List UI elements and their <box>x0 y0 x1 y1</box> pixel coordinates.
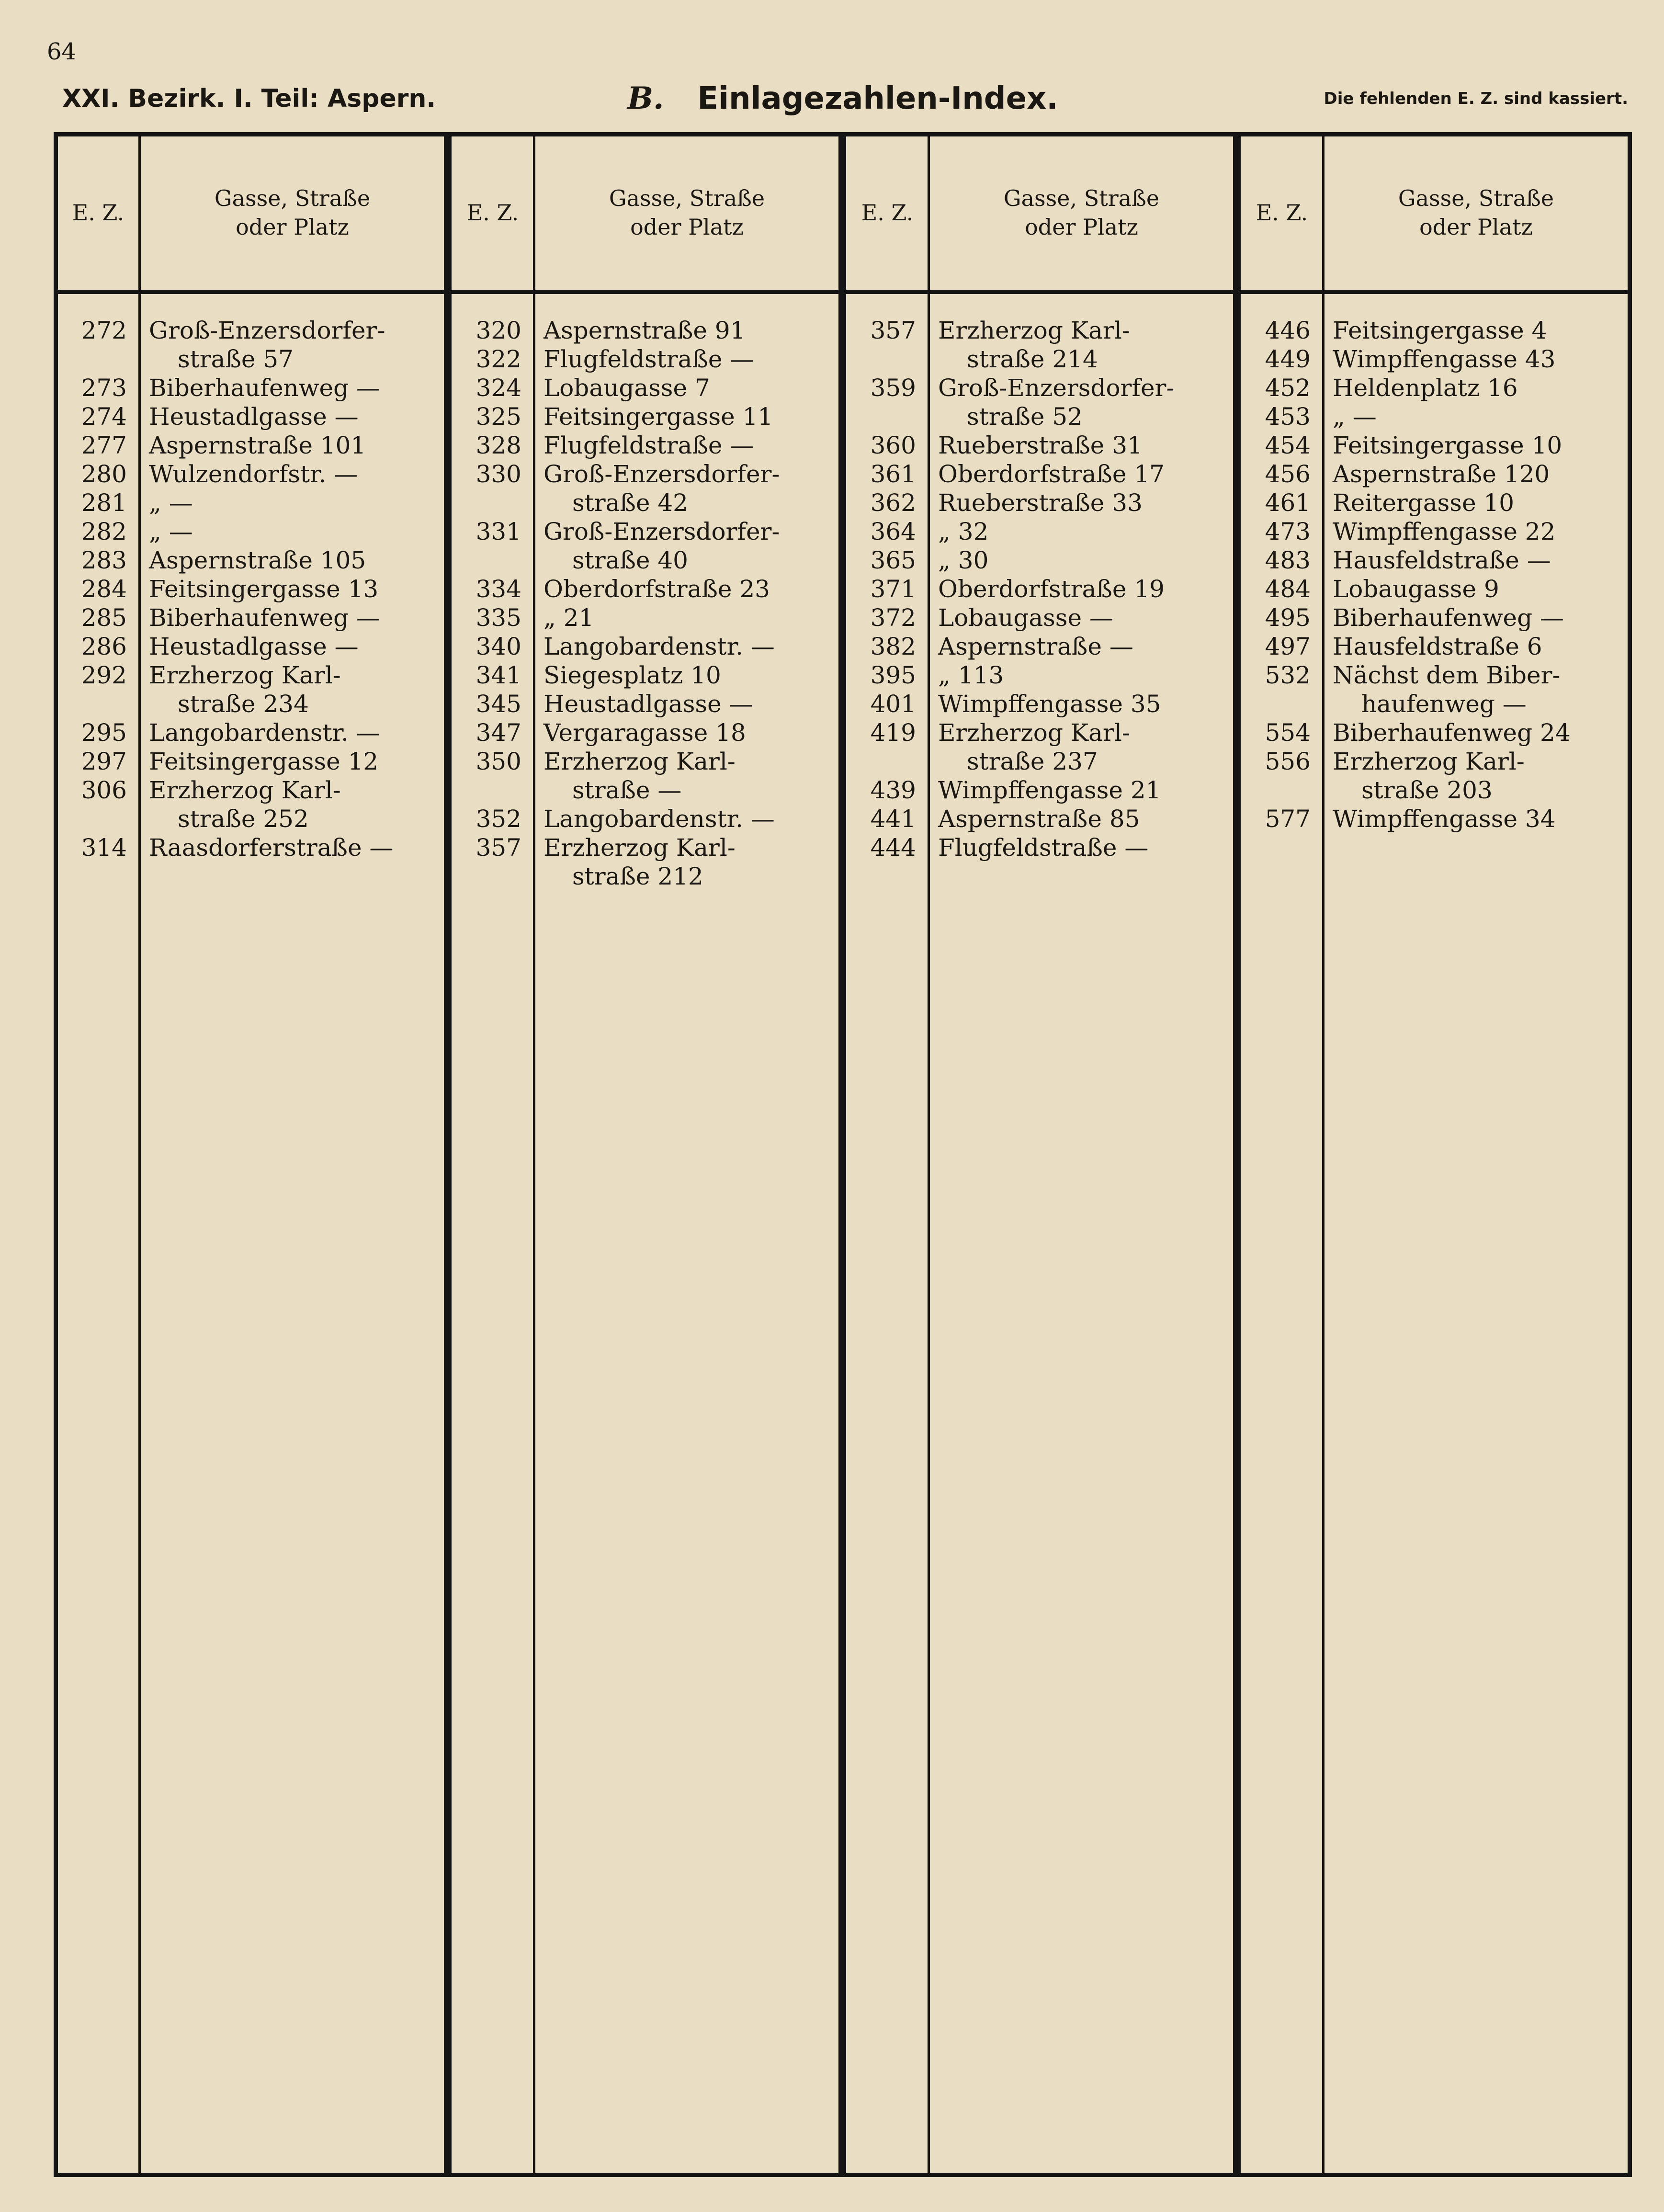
street-name: Lobaugasse 9 <box>1333 575 1499 603</box>
street-name: Heustadlgasse — <box>149 403 359 431</box>
street-name: Biberhaufenweg — <box>149 374 381 402</box>
street-name: Groß-Enzersdorfer- <box>543 460 780 488</box>
ez-number: 297 <box>81 748 127 775</box>
street-name: Biberhaufenweg — <box>1333 604 1564 632</box>
ez-number: 371 <box>870 575 916 603</box>
street-name: „ 113 <box>938 661 1004 689</box>
street-name: Langobardenstr. — <box>149 719 380 747</box>
street-header-line: Gasse, Straße <box>1003 185 1160 212</box>
street-name: Feitsingergasse 4 <box>1333 317 1547 344</box>
street-header-line: oder Platz <box>630 214 744 240</box>
ez-number: 446 <box>1265 317 1311 344</box>
ez-number: 345 <box>475 690 521 718</box>
street-name: Aspernstraße 101 <box>149 431 366 459</box>
ez-number: 556 <box>1265 748 1311 775</box>
ez-column-header: E. Z. <box>861 200 914 226</box>
street-name: Raasdorferstraße — <box>149 834 394 862</box>
street-name: Aspernstraße — <box>938 633 1133 660</box>
street-header-line: oder Platz <box>1419 214 1533 240</box>
ez-number: 372 <box>870 604 916 632</box>
ez-number: 334 <box>475 575 521 603</box>
ez-number: 284 <box>81 575 127 603</box>
street-name: Wimpffengasse 34 <box>1333 805 1556 833</box>
ez-number: 286 <box>81 633 127 660</box>
street-name: straße — <box>572 776 682 804</box>
ez-number: 364 <box>870 518 916 545</box>
ez-number: 444 <box>870 834 916 862</box>
ez-number: 454 <box>1265 431 1311 459</box>
index-title <box>627 80 1058 116</box>
street-name: Feitsingergasse 12 <box>149 748 379 775</box>
ez-number: 449 <box>1265 345 1311 373</box>
ez-number: 350 <box>475 748 521 775</box>
ez-number: 341 <box>475 661 521 689</box>
street-name: Wimpffengasse 35 <box>938 690 1161 718</box>
ez-number: 362 <box>870 489 916 517</box>
street-name: Biberhaufenweg — <box>149 604 381 632</box>
ez-number: 330 <box>475 460 521 488</box>
street-name: „ 30 <box>938 546 989 574</box>
street-name: „ — <box>1333 403 1377 431</box>
ez-number: 325 <box>475 403 521 431</box>
ez-number: 314 <box>81 834 127 862</box>
district-title: XXI. Bezirk. I. Teil: Aspern. <box>62 84 436 113</box>
index-table <box>54 132 1632 2177</box>
ez-number: 274 <box>81 403 127 431</box>
street-name: straße 52 <box>967 403 1083 431</box>
street-name: Erzherzog Karl- <box>1333 748 1525 775</box>
ez-number: 280 <box>81 460 127 488</box>
street-name: Aspernstraße 85 <box>938 805 1140 833</box>
column-divider <box>138 136 141 2173</box>
street-name: Aspernstraße 120 <box>1333 460 1550 488</box>
street-name: Wulzendorfstr. — <box>149 460 358 488</box>
street-name: straße 57 <box>178 345 294 373</box>
ez-number: 439 <box>870 776 916 804</box>
ez-number: 456 <box>1265 460 1311 488</box>
street-name: Heldenplatz 16 <box>1333 374 1518 402</box>
ez-number: 282 <box>81 518 127 545</box>
ez-number: 365 <box>870 546 916 574</box>
street-name: Groß-Enzersdorfer- <box>149 317 385 344</box>
street-header-line: Gasse, Straße <box>609 185 765 212</box>
ez-number: 441 <box>870 805 916 833</box>
street-name: Groß-Enzersdorfer- <box>543 518 780 545</box>
index-title-text: Einlagezahlen-Index. <box>697 81 1058 116</box>
street-name: straße 252 <box>178 805 309 833</box>
street-name: straße 234 <box>178 690 309 718</box>
section-letter: B. <box>627 80 664 116</box>
ez-number: 359 <box>870 374 916 402</box>
street-name: Oberdorfstraße 23 <box>543 575 770 603</box>
street-name: Rueberstraße 33 <box>938 489 1143 517</box>
street-name: Aspernstraße 105 <box>149 546 366 574</box>
street-name: straße 212 <box>572 862 703 890</box>
street-name: Nächst dem Biber- <box>1333 661 1561 689</box>
street-name: Oberdorfstraße 19 <box>938 575 1165 603</box>
street-name: Lobaugasse — <box>938 604 1113 632</box>
street-name: Oberdorfstraße 17 <box>938 460 1165 488</box>
street-name: Groß-Enzersdorfer- <box>938 374 1175 402</box>
ez-number: 277 <box>81 431 127 459</box>
street-name: straße 40 <box>572 546 688 574</box>
ez-column-header: E. Z. <box>1256 200 1308 226</box>
street-name: „ 32 <box>938 518 989 545</box>
street-name: straße 214 <box>967 345 1098 373</box>
street-header-line: oder Platz <box>1025 214 1138 240</box>
ez-number: 483 <box>1265 546 1311 574</box>
ez-number: 281 <box>81 489 127 517</box>
ez-number: 335 <box>475 604 521 632</box>
street-name: „ — <box>149 518 193 545</box>
group-divider <box>1233 136 1241 2173</box>
street-name: Flugfeldstraße — <box>938 834 1149 862</box>
group-divider <box>444 136 452 2173</box>
street-name: straße 237 <box>967 748 1098 775</box>
ez-number: 361 <box>870 460 916 488</box>
street-name: Wimpffengasse 21 <box>938 776 1161 804</box>
ez-number: 320 <box>475 317 521 344</box>
street-column-header <box>930 136 1233 290</box>
ez-number: 452 <box>1265 374 1311 402</box>
street-name: Hausfeldstraße 6 <box>1333 633 1542 660</box>
ez-number: 484 <box>1265 575 1311 603</box>
street-name: Erzherzog Karl- <box>543 748 736 775</box>
ez-number: 461 <box>1265 489 1311 517</box>
street-name: Feitsingergasse 11 <box>543 403 773 431</box>
street-name: Langobardenstr. — <box>543 805 775 833</box>
ez-number: 419 <box>870 719 916 747</box>
ez-number: 382 <box>870 633 916 660</box>
street-name: Reitergasse 10 <box>1333 489 1515 517</box>
ez-number: 324 <box>475 374 521 402</box>
street-name: Wimpffengasse 22 <box>1333 518 1556 545</box>
street-name: Feitsingergasse 13 <box>149 575 379 603</box>
ez-number: 295 <box>81 719 127 747</box>
street-name: Erzherzog Karl- <box>543 834 736 862</box>
ez-number: 554 <box>1265 719 1311 747</box>
ez-number: 532 <box>1265 661 1311 689</box>
street-name: haufenweg — <box>1361 690 1527 718</box>
street-name: Flugfeldstraße — <box>543 431 754 459</box>
street-name: Heustadlgasse — <box>149 633 359 660</box>
ez-number: 273 <box>81 374 127 402</box>
street-name: Erzherzog Karl- <box>938 317 1130 344</box>
ez-number: 272 <box>81 317 127 344</box>
street-name: Vergaragasse 18 <box>543 719 746 747</box>
ez-number: 357 <box>475 834 521 862</box>
street-header-line: oder Platz <box>236 214 349 240</box>
street-name: Feitsingergasse 10 <box>1333 431 1562 459</box>
column-divider <box>1322 136 1324 2173</box>
street-name: Erzherzog Karl- <box>149 661 341 689</box>
street-header-line: Gasse, Straße <box>1398 185 1554 212</box>
page-number: 64 <box>47 38 77 65</box>
ez-column-header: E. Z. <box>72 200 125 226</box>
ez-number: 340 <box>475 633 521 660</box>
street-name: Siegesplatz 10 <box>543 661 721 689</box>
page-header <box>62 80 1628 114</box>
ez-number: 352 <box>475 805 521 833</box>
ez-number: 347 <box>475 719 521 747</box>
street-name: Lobaugasse 7 <box>543 374 710 402</box>
ez-number: 360 <box>870 431 916 459</box>
ez-number: 306 <box>81 776 127 804</box>
ez-number: 497 <box>1265 633 1311 660</box>
ez-number: 322 <box>475 345 521 373</box>
group-divider <box>838 136 846 2173</box>
ez-number: 577 <box>1265 805 1311 833</box>
street-name: Aspernstraße 91 <box>543 317 746 344</box>
street-column-header <box>535 136 838 290</box>
ez-number: 283 <box>81 546 127 574</box>
street-name: Biberhaufenweg 24 <box>1333 719 1571 747</box>
column-divider <box>928 136 930 2173</box>
ez-number: 401 <box>870 690 916 718</box>
street-name: straße 42 <box>572 489 688 517</box>
street-name: Hausfeldstraße — <box>1333 546 1551 574</box>
column-divider <box>533 136 535 2173</box>
ez-number: 473 <box>1265 518 1311 545</box>
street-name: Rueberstraße 31 <box>938 431 1143 459</box>
street-name: Erzherzog Karl- <box>149 776 341 804</box>
street-name: Erzherzog Karl- <box>938 719 1130 747</box>
street-name: Heustadlgasse — <box>543 690 753 718</box>
street-column-header <box>1324 136 1628 290</box>
street-column-header <box>141 136 444 290</box>
street-name: „ — <box>149 489 193 517</box>
street-name: Langobardenstr. — <box>543 633 775 660</box>
ez-column-header: E. Z. <box>466 200 519 226</box>
ez-number: 292 <box>81 661 127 689</box>
street-name: Wimpffengasse 43 <box>1333 345 1556 373</box>
street-name: „ 21 <box>543 604 594 632</box>
header-note: Die fehlenden E. Z. sind kassiert. <box>1324 89 1628 108</box>
street-name: Flugfeldstraße — <box>543 345 754 373</box>
ez-number: 328 <box>475 431 521 459</box>
ez-number: 285 <box>81 604 127 632</box>
ez-number: 495 <box>1265 604 1311 632</box>
street-name: straße 203 <box>1361 776 1493 804</box>
ez-number: 395 <box>870 661 916 689</box>
ez-number: 453 <box>1265 403 1311 431</box>
ez-number: 331 <box>475 518 521 545</box>
street-header-line: Gasse, Straße <box>214 185 371 212</box>
ez-number: 357 <box>870 317 916 344</box>
